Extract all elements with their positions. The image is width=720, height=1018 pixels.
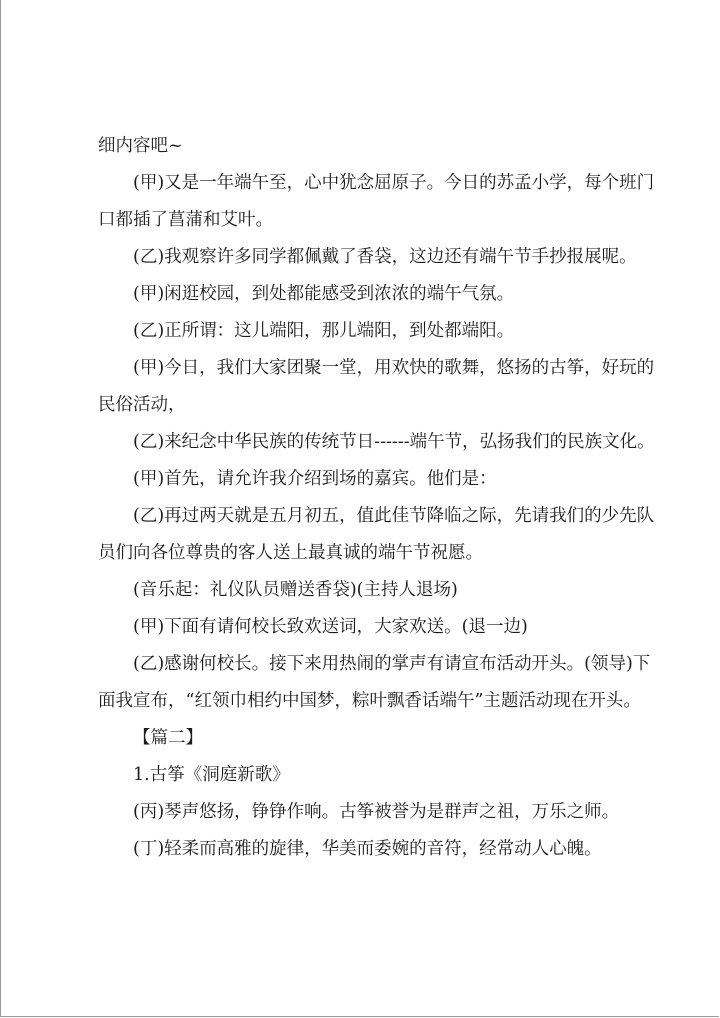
text-line: (甲)闲逛校园，到处都能感受到浓浓的端午气氛。 — [133, 284, 515, 304]
text-line: (甲)今日，我们大家团聚一堂，用欢快的歌舞，悠扬的古筝，好玩的 — [133, 358, 655, 378]
text-line: 细内容吧~ — [98, 136, 183, 156]
text-line: (甲)下面有请何校长致欢送词，大家欢送。(退一边) — [133, 617, 528, 637]
text-line: (乙)正所谓：这儿端阳，那儿端阳，到处都端阳。 — [133, 321, 515, 341]
text-line: 面我宣布，“红领巾相约中国梦，粽叶飘香话端午”主题活动现在开头。 — [98, 691, 641, 711]
document-body — [98, 128, 655, 868]
text-line: (甲)又是一年端午至，心中犹念屈原子。今日的苏孟小学，每个班门 — [133, 173, 655, 193]
text-line: (丁)轻柔而高雅的旋律，华美而委婉的音符，经常动人心魄。 — [133, 839, 602, 859]
text-line: 员们向各位尊贵的客人送上最真诚的端午节祝愿。 — [98, 543, 483, 563]
text-line: (乙)我观察许多同学都佩戴了香袋，这边还有端午节手抄报展呢。 — [133, 247, 637, 267]
text-line: (乙)感谢何校长。接下来用热闹的掌声有请宣布活动开头。(领导)下 — [133, 654, 651, 674]
text-line: (乙)再过两天就是五月初五，值此佳节降临之际，先请我们的少先队 — [133, 506, 655, 526]
text-line: 口都插了菖蒲和艾叶。 — [98, 210, 273, 230]
section-heading: 【篇二】 — [133, 728, 203, 748]
text-line: (音乐起：礼仪队员赠送香袋)(主持人退场) — [133, 580, 458, 600]
text-line: 民俗活动， — [98, 395, 186, 415]
item-title: 1.古筝《洞庭新歌》 — [133, 765, 290, 785]
text-line: (甲)首先，请允许我介绍到场的嘉宾。他们是： — [133, 469, 497, 489]
text-line: (乙)来纪念中华民族的传统节日------端午节，弘扬我们的民族文化。 — [133, 432, 655, 452]
text-line: (丙)琴声悠扬，铮铮作响。古筝被誉为是群声之祖，万乐之师。 — [133, 802, 620, 822]
